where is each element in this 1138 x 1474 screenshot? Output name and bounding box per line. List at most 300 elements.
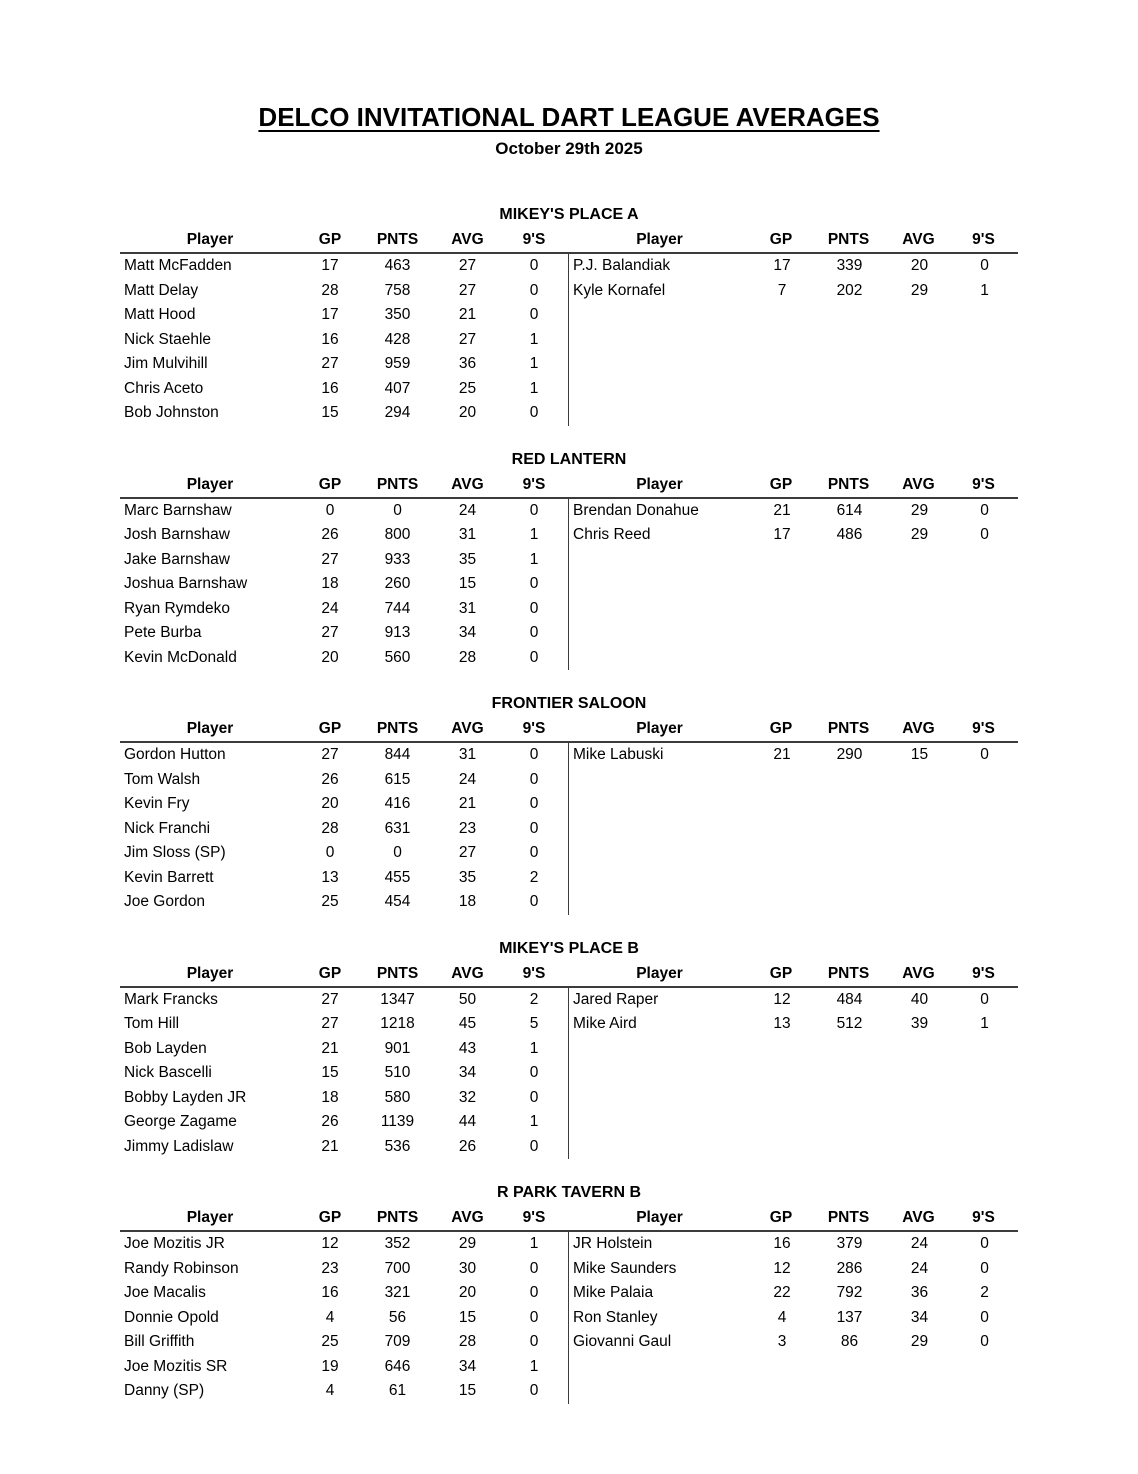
nines-cell: 0: [529, 746, 539, 763]
gp-cell: 27: [321, 746, 339, 763]
pnts-cell: 800: [384, 526, 411, 543]
column-header-nines: 9'S: [522, 231, 546, 248]
avg-cell: 40: [910, 990, 929, 1008]
pnts-cell: 758: [384, 281, 411, 299]
player-name-cell: George Zagame: [124, 1113, 237, 1130]
table-header-left: [120, 228, 568, 252]
table-rows-right: [568, 1232, 1017, 1404]
player-name-cell: Giovanni Gaul: [573, 1333, 672, 1350]
avg-cell: 21: [458, 306, 477, 323]
page-date: October 29th 2025: [495, 139, 643, 158]
pnts-cell: 321: [384, 1284, 411, 1301]
nines-cell: 1: [529, 526, 539, 543]
column-header-avg: AVG: [902, 720, 935, 737]
avg-cell: 34: [458, 1357, 477, 1375]
avg-cell: 43: [458, 1039, 477, 1057]
pnts-cell: 631: [384, 819, 411, 837]
column-header-player: Player: [636, 231, 683, 248]
avg-cell: 15: [458, 575, 477, 592]
column-header-pnts: PNTS: [827, 1209, 870, 1226]
pnts-cell: 913: [384, 624, 411, 641]
avg-cell: 34: [458, 1064, 477, 1081]
nines-cell: 0: [980, 746, 989, 763]
page-title: DELCO INVITATIONAL DART LEAGUE AVERAGES: [258, 102, 880, 132]
gp-cell: 21: [321, 1137, 339, 1155]
gp-cell: 27: [321, 355, 339, 372]
column-header-avg: AVG: [902, 964, 935, 982]
pnts-cell: 294: [384, 404, 411, 421]
gp-cell: 13: [321, 868, 339, 886]
avg-cell: 20: [458, 1284, 477, 1301]
player-name-cell: Kyle Kornafel: [573, 281, 666, 299]
column-header-player: Player: [186, 475, 234, 493]
column-header-gp: GP: [769, 964, 793, 982]
nines-cell: 0: [529, 893, 539, 910]
gp-cell: 28: [321, 819, 339, 837]
avg-cell: 31: [458, 746, 477, 763]
gp-cell: 16: [321, 330, 339, 348]
gp-cell: 27: [321, 550, 339, 568]
avg-cell: 35: [458, 550, 477, 568]
gp-cell: 0: [325, 844, 335, 861]
gp-cell: 13: [773, 1015, 791, 1032]
player-name-cell: Danny (SP): [124, 1382, 205, 1399]
gp-cell: 25: [321, 1333, 339, 1350]
league-section: [120, 694, 1018, 915]
nines-cell: 0: [980, 257, 989, 274]
table-body: [120, 988, 1018, 1160]
gp-cell: 20: [321, 795, 339, 812]
section-title: RED LANTERN: [511, 450, 627, 468]
pnts-cell: 646: [384, 1357, 411, 1375]
table-body: [120, 499, 1018, 671]
avg-cell: 31: [458, 599, 477, 617]
pnts-cell: 56: [388, 1308, 407, 1326]
pnts-cell: 290: [836, 746, 863, 763]
gp-cell: 26: [321, 1113, 339, 1130]
pnts-cell: 352: [384, 1235, 411, 1252]
player-name-cell: Matt Delay: [124, 281, 199, 299]
pnts-cell: 0: [393, 844, 402, 861]
pnts-cell: 580: [384, 1088, 411, 1106]
table-header-right: [568, 717, 1016, 741]
table-rows-right: [568, 499, 1017, 671]
column-header-avg: AVG: [902, 231, 935, 248]
player-name-cell: Marc Barnshaw: [124, 501, 232, 519]
league-section: [120, 939, 1018, 1160]
section-title: MIKEY'S PLACE A: [499, 206, 639, 223]
player-name-cell: Nick Bascelli: [124, 1064, 212, 1081]
column-header-pnts: PNTS: [827, 964, 870, 982]
column-header-pnts: PNTS: [827, 475, 870, 493]
table-header-row: [120, 717, 1018, 743]
nines-cell: 0: [529, 501, 539, 519]
player-name-cell: JR Holstein: [573, 1235, 653, 1252]
avg-cell: 20: [910, 257, 929, 274]
player-name-cell: Mike Palaia: [573, 1284, 654, 1301]
table-rows-left: [120, 988, 568, 1160]
averages-table: [120, 962, 1018, 1160]
nines-cell: 0: [529, 404, 539, 421]
player-name-cell: Jimmy Ladislaw: [124, 1137, 234, 1155]
nines-cell: 0: [529, 770, 539, 788]
nines-cell: 0: [529, 1382, 539, 1399]
averages-table: [120, 228, 1018, 426]
column-header-avg: AVG: [451, 720, 484, 737]
averages-table: [120, 1206, 1018, 1404]
nines-cell: 0: [980, 1259, 989, 1277]
player-name-cell: Jim Sloss (SP): [124, 844, 226, 861]
nines-cell: 0: [980, 501, 989, 519]
avg-cell: 29: [458, 1235, 477, 1252]
gp-cell: 19: [321, 1357, 339, 1375]
nines-cell: 0: [529, 648, 539, 666]
gp-cell: 21: [773, 501, 791, 519]
gp-cell: 4: [325, 1308, 335, 1326]
nines-cell: 0: [980, 526, 989, 543]
avg-cell: 25: [458, 379, 477, 397]
gp-cell: 27: [321, 990, 339, 1008]
pnts-cell: 512: [836, 1015, 863, 1032]
avg-cell: 24: [910, 1259, 929, 1277]
player-name-cell: Josh Barnshaw: [124, 526, 230, 543]
pnts-cell: 536: [384, 1137, 411, 1155]
player-name-cell: Matt McFadden: [124, 257, 232, 274]
pnts-cell: 286: [836, 1259, 863, 1277]
nines-cell: 1: [529, 355, 539, 372]
avg-cell: 50: [458, 990, 477, 1008]
column-header-pnts: PNTS: [376, 720, 419, 737]
avg-cell: 29: [910, 281, 929, 299]
nines-cell: 0: [529, 624, 539, 641]
table-body: [120, 743, 1018, 915]
pnts-cell: 61: [388, 1382, 407, 1399]
avg-cell: 24: [910, 1235, 929, 1252]
pnts-cell: 709: [384, 1333, 411, 1350]
player-name-cell: Nick Staehle: [124, 330, 212, 348]
avg-cell: 35: [458, 868, 477, 886]
gp-cell: 25: [321, 893, 339, 910]
column-header-gp: GP: [318, 964, 342, 982]
column-header-nines: 9'S: [522, 720, 546, 737]
gp-cell: 16: [773, 1235, 791, 1252]
column-header-player: Player: [636, 720, 683, 737]
player-name-cell: Ron Stanley: [573, 1308, 658, 1326]
pnts-cell: 700: [384, 1259, 411, 1277]
pnts-cell: 455: [384, 868, 411, 886]
column-header-pnts: PNTS: [376, 231, 419, 248]
table-rows-right: [568, 254, 1017, 426]
pnts-cell: 744: [384, 599, 411, 617]
avg-cell: 39: [910, 1015, 929, 1032]
player-name-cell: Jake Barnshaw: [124, 550, 230, 568]
player-name-cell: Kevin McDonald: [124, 648, 237, 666]
gp-cell: 17: [773, 257, 791, 274]
player-name-cell: Chris Reed: [573, 526, 651, 543]
gp-cell: 16: [321, 379, 339, 397]
column-header-nines: 9'S: [522, 475, 546, 493]
gp-cell: 27: [321, 1015, 339, 1032]
table-header-row: [120, 228, 1018, 254]
table-header-left: [120, 717, 568, 741]
player-name-cell: Nick Franchi: [124, 819, 211, 837]
avg-cell: 27: [458, 844, 477, 861]
column-header-pnts: PNTS: [376, 475, 419, 493]
gp-cell: 15: [321, 1064, 339, 1081]
avg-cell: 36: [458, 355, 477, 372]
gp-cell: 20: [321, 648, 339, 666]
avg-cell: 31: [458, 526, 477, 543]
nines-cell: 2: [529, 868, 539, 886]
section-title: MIKEY'S PLACE B: [499, 939, 639, 957]
column-header-gp: GP: [318, 1209, 342, 1226]
gp-cell: 12: [773, 990, 791, 1008]
column-header-pnts: PNTS: [827, 231, 870, 248]
nines-cell: 2: [529, 990, 539, 1008]
pnts-cell: 463: [384, 257, 411, 274]
avg-cell: 27: [458, 330, 477, 348]
averages-table: [120, 717, 1018, 915]
table-rows-left: [120, 499, 568, 671]
column-header-pnts: PNTS: [376, 964, 419, 982]
pnts-cell: 933: [384, 550, 411, 568]
table-header-row: [120, 1206, 1018, 1232]
table-rows-right: [568, 988, 1017, 1160]
gp-cell: 21: [773, 746, 791, 763]
nines-cell: 0: [980, 1308, 989, 1326]
column-header-nines: 9'S: [972, 475, 995, 493]
player-name-cell: Chris Aceto: [124, 379, 204, 397]
player-name-cell: Gordon Hutton: [124, 746, 226, 763]
column-header-gp: GP: [769, 475, 793, 493]
pnts-cell: 350: [384, 306, 411, 323]
sections-container: [0, 205, 1138, 1404]
avg-cell: 29: [910, 526, 929, 543]
avg-cell: 28: [458, 648, 477, 666]
gp-cell: 26: [321, 526, 339, 543]
player-name-cell: Joshua Barnshaw: [124, 575, 248, 592]
pnts-cell: 86: [840, 1333, 859, 1350]
nines-cell: 1: [529, 379, 539, 397]
gp-cell: 26: [321, 770, 339, 788]
avg-cell: 18: [458, 893, 477, 910]
gp-cell: 18: [321, 575, 339, 592]
pnts-cell: 339: [836, 257, 863, 274]
pnts-cell: 137: [836, 1308, 863, 1326]
player-name-cell: Kevin Barrett: [124, 868, 214, 886]
player-name-cell: Brendan Donahue: [573, 501, 699, 519]
player-name-cell: Matt Hood: [124, 306, 196, 323]
avg-cell: 30: [458, 1259, 477, 1277]
nines-cell: 0: [529, 1259, 539, 1277]
nines-cell: 0: [529, 1284, 539, 1301]
column-header-gp: GP: [769, 231, 793, 248]
avg-cell: 27: [458, 257, 477, 274]
player-name-cell: Donnie Opold: [124, 1308, 219, 1326]
table-header-left: [120, 1206, 568, 1230]
gp-cell: 22: [773, 1284, 791, 1301]
player-name-cell: Mark Francks: [124, 990, 218, 1008]
nines-cell: 5: [529, 1015, 539, 1032]
pnts-cell: 510: [384, 1064, 411, 1081]
gp-cell: 27: [321, 624, 339, 641]
column-header-player: Player: [636, 475, 683, 493]
nines-cell: 0: [980, 990, 989, 1008]
league-section: [120, 450, 1018, 671]
gp-cell: 28: [321, 281, 339, 299]
avg-cell: 23: [458, 819, 477, 837]
gp-cell: 16: [321, 1284, 339, 1301]
avg-cell: 34: [458, 624, 477, 641]
pnts-cell: 1347: [380, 990, 415, 1008]
table-header-right: [568, 228, 1016, 252]
pnts-cell: 202: [836, 281, 863, 299]
avg-cell: 32: [458, 1088, 477, 1106]
nines-cell: 0: [980, 1333, 989, 1350]
nines-cell: 0: [529, 1064, 539, 1081]
nines-cell: 0: [529, 281, 539, 299]
gp-cell: 15: [321, 404, 339, 421]
player-name-cell: Bob Johnston: [124, 404, 219, 421]
gp-cell: 24: [321, 599, 339, 617]
league-section: [120, 205, 1018, 426]
column-header-player: Player: [636, 1209, 683, 1226]
pnts-cell: 844: [384, 746, 411, 763]
pnts-cell: 407: [384, 379, 411, 397]
column-header-gp: GP: [318, 720, 342, 737]
column-header-pnts: PNTS: [827, 720, 870, 737]
column-header-gp: GP: [769, 720, 793, 737]
gp-cell: 21: [321, 1039, 339, 1057]
gp-cell: 7: [777, 281, 787, 299]
player-name-cell: Bobby Layden JR: [124, 1088, 247, 1106]
nines-cell: 1: [980, 1015, 989, 1032]
nines-cell: 2: [980, 1284, 989, 1301]
player-name-cell: Kevin Fry: [124, 795, 190, 812]
avg-cell: 24: [458, 770, 477, 788]
column-header-gp: GP: [318, 231, 342, 248]
table-header-row: [120, 473, 1018, 499]
nines-cell: 0: [529, 1137, 539, 1155]
column-header-pnts: PNTS: [376, 1209, 419, 1226]
avg-cell: 28: [458, 1333, 477, 1350]
table-rows-right: [568, 743, 1017, 915]
column-header-nines: 9'S: [972, 720, 995, 737]
nines-cell: 1: [529, 1113, 539, 1130]
column-header-avg: AVG: [902, 475, 935, 493]
avg-cell: 27: [458, 281, 477, 299]
column-header-nines: 9'S: [522, 1209, 546, 1226]
column-header-nines: 9'S: [522, 964, 546, 982]
avg-cell: 29: [910, 501, 929, 519]
table-rows-left: [120, 254, 568, 426]
gp-cell: 17: [321, 306, 339, 323]
avg-cell: 45: [458, 1015, 477, 1032]
table-rows-left: [120, 1232, 568, 1404]
gp-cell: 3: [777, 1333, 787, 1350]
table-header-row: [120, 962, 1018, 988]
table-body: [120, 1232, 1018, 1404]
table-header-right: [568, 1206, 1016, 1230]
player-name-cell: Joe Macalis: [124, 1284, 206, 1301]
player-name-cell: Randy Robinson: [124, 1259, 239, 1277]
player-name-cell: Ryan Rymdeko: [124, 599, 230, 617]
nines-cell: 0: [529, 257, 539, 274]
nines-cell: 0: [529, 599, 539, 617]
nines-cell: 0: [529, 844, 539, 861]
pnts-cell: 1218: [380, 1015, 415, 1032]
column-header-avg: AVG: [451, 1209, 484, 1226]
pnts-cell: 614: [836, 501, 863, 519]
gp-cell: 4: [325, 1382, 335, 1399]
column-header-avg: AVG: [451, 475, 484, 493]
gp-cell: 12: [773, 1259, 791, 1277]
column-header-player: Player: [186, 964, 234, 982]
nines-cell: 0: [980, 1235, 989, 1252]
gp-cell: 12: [321, 1235, 339, 1252]
nines-cell: 0: [529, 1088, 539, 1106]
column-header-player: Player: [186, 1209, 234, 1226]
player-name-cell: Tom Walsh: [124, 770, 201, 788]
player-name-cell: Jim Mulvihill: [124, 355, 208, 372]
table-rows-left: [120, 743, 568, 915]
section-title: FRONTIER SALOON: [491, 695, 647, 712]
avg-cell: 15: [458, 1382, 477, 1399]
avg-cell: 24: [458, 501, 477, 519]
table-header-left: [120, 962, 568, 986]
column-header-nines: 9'S: [972, 231, 995, 248]
pnts-cell: 615: [384, 770, 411, 788]
nines-cell: 1: [980, 281, 989, 299]
pnts-cell: 1139: [380, 1113, 415, 1130]
avg-cell: 15: [910, 746, 929, 763]
nines-cell: 1: [529, 550, 539, 568]
player-name-cell: Mike Saunders: [573, 1259, 677, 1277]
avg-cell: 34: [910, 1308, 929, 1326]
averages-table: [120, 473, 1018, 671]
league-section: [120, 1183, 1018, 1404]
table-header-right: [568, 962, 1016, 986]
nines-cell: 0: [529, 575, 539, 592]
gp-cell: 4: [777, 1308, 787, 1326]
gp-cell: 0: [325, 501, 335, 519]
pnts-cell: 484: [836, 990, 863, 1008]
avg-cell: 21: [458, 795, 477, 812]
nines-cell: 0: [529, 306, 539, 323]
player-name-cell: Joe Mozitis SR: [124, 1357, 228, 1375]
player-name-cell: Jared Raper: [573, 990, 659, 1008]
nines-cell: 0: [529, 795, 539, 812]
pnts-cell: 959: [384, 355, 411, 372]
pnts-cell: 486: [836, 526, 863, 543]
pnts-cell: 792: [836, 1284, 863, 1301]
avg-cell: 20: [458, 404, 477, 421]
section-title: R PARK TAVERN B: [497, 1184, 641, 1201]
pnts-cell: 416: [384, 795, 411, 812]
column-header-nines: 9'S: [972, 964, 995, 982]
nines-cell: 1: [529, 1357, 539, 1375]
column-header-player: Player: [186, 231, 234, 248]
column-header-gp: GP: [769, 1209, 793, 1226]
table-header-left: [120, 473, 568, 497]
pnts-cell: 0: [393, 501, 402, 519]
avg-cell: 44: [458, 1113, 477, 1130]
gp-cell: 23: [321, 1259, 339, 1277]
nines-cell: 0: [529, 819, 539, 837]
nines-cell: 1: [529, 1039, 539, 1057]
player-name-cell: Tom Hill: [124, 1015, 180, 1032]
gp-cell: 17: [773, 526, 791, 543]
